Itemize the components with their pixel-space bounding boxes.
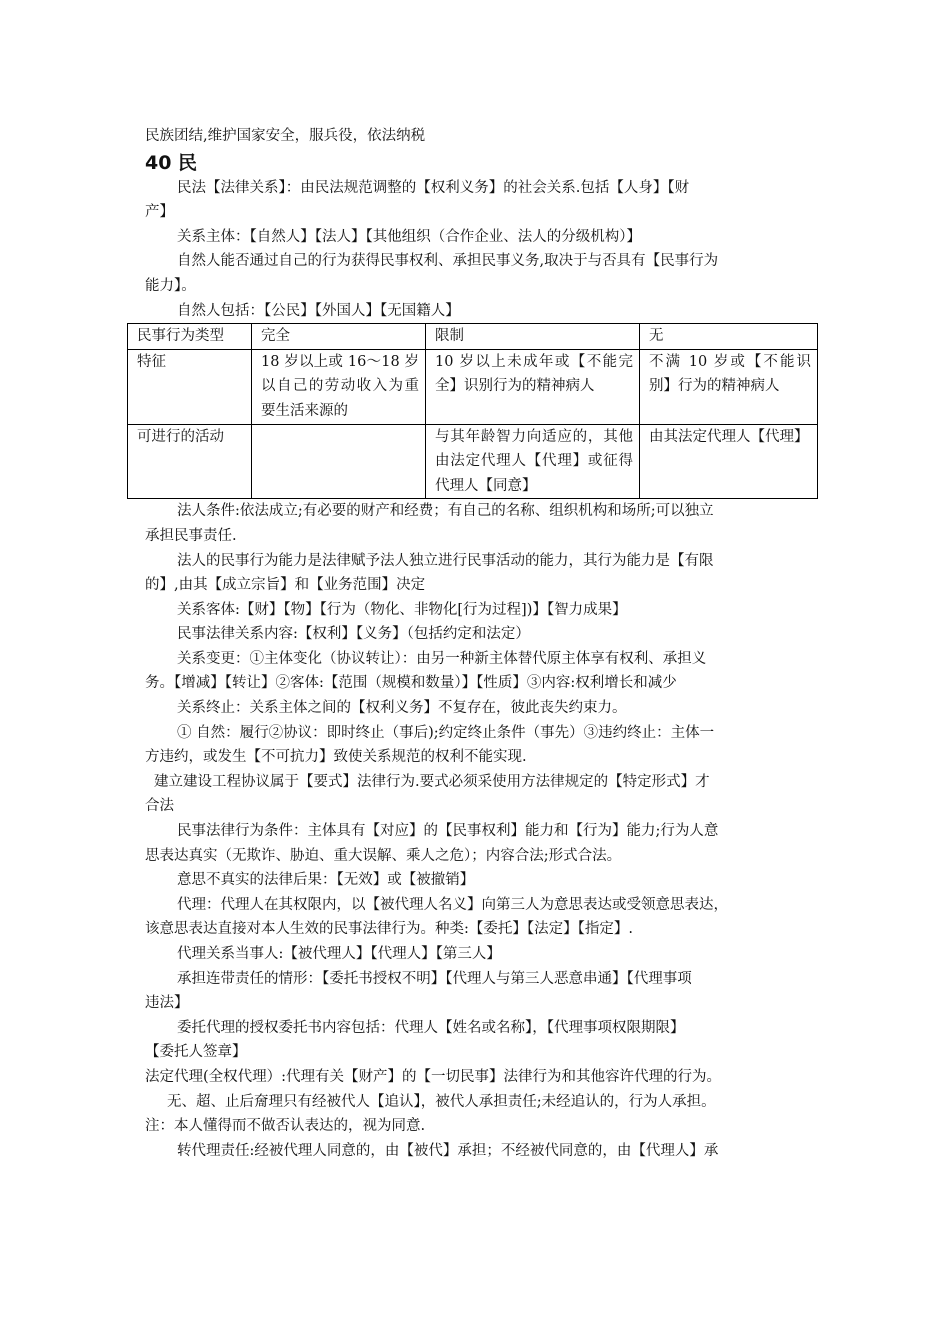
paragraph-line: 关系终止：关系主体之间的【权利义务】不复存在，彼此丧失约束力。 — [177, 700, 627, 717]
paragraph-line: 方违约，或发生【不可抗力】致使关系规范的权利不能实现. — [145, 749, 527, 766]
paragraph-line: 违法】 — [145, 995, 189, 1012]
paragraph-line: 承担连带责任的情形：【委托书授权不明】【代理人与第三人恶意串通】【代理事项 — [177, 970, 692, 987]
table-cell: 可进行的活动 — [128, 424, 252, 499]
table-cell: 特征 — [128, 349, 252, 424]
paragraph-line: 能力】。 — [145, 277, 196, 294]
paragraph-line: 关系变更：①主体变化（协议转让）：由另一种新主体替代原主体享有权利、承担义 — [177, 650, 707, 667]
paragraph-line: 注：本人懂得而不做否认表达的，视为同意. — [145, 1118, 426, 1135]
table-header-row — [128, 324, 818, 350]
table-cell: 不满 10 岁或【不能识别】行为的精神病人 — [640, 349, 818, 424]
paragraph-line: 民法【法律关系】：由民法规范调整的【权利义务】的社会关系.包括【人身】【财 — [177, 179, 690, 196]
paragraph-line: 合法 — [145, 798, 174, 815]
table-cell: 由其法定代理人【代理】 — [640, 424, 818, 499]
paragraph-line: 委托代理的授权委托书内容包括：代理人【姓名或名称】，【代理事项权限期限】 — [177, 1019, 685, 1036]
paragraph-line: 无、超、止后奝理只有经被代人【追认】，被代人承担责任;未经追认的，行为人承担。 — [167, 1093, 716, 1110]
paragraph-line: 承担民事责任. — [145, 527, 237, 544]
paragraph-line: 转代理责任:经被代理人同意的，由【被代】承担；不经被代同意的，由【代理人】承 — [177, 1142, 719, 1159]
paragraph-line: 意思不真实的法律后果：【无效】或【被撤销】 — [177, 872, 475, 889]
paragraph-line: 自然人包括：【公民】【外国人】【无国籍人】 — [177, 302, 460, 319]
document-page — [137, 124, 815, 1163]
table-cell — [252, 424, 426, 499]
paragraph-line: 民事法律行为条件：主体具有【对应】的【民事权利】能力和【行为】能力;行为人意 — [177, 823, 719, 840]
paragraph-line: 法人条件:依法成立;有必要的财产和经费；有自己的名称、组织机构和场所;可以独立 — [177, 503, 714, 520]
paragraph-line: 建立建设工程协议属于【要式】法律行为.要式必须采使用方法律规定的【特定形式】才 — [154, 773, 710, 790]
table-row — [128, 349, 818, 424]
paragraph-line: 关系客体:【财】【物】【行为（物化、非物化[行为过程])】【智力成果】 — [177, 601, 627, 618]
paragraph-line: 产】 — [145, 204, 174, 221]
top-line: 民族团结,维护国家安全，服兵役，依法纳税 — [145, 128, 426, 144]
table-header-cell: 无 — [640, 324, 818, 350]
paragraph-line: ① 自然：履行②协议：即时终止（事后);约定终止条件（事先）③违约终止：主体一 — [177, 724, 715, 741]
table-cell: 与其年龄智力向适应的，其他由法定代理人【代理】或征得代理人【同意】 — [426, 424, 640, 499]
paragraph-line: 思表达真实（无欺诈、胁迫、重大误解、乘人之危）；内容合法;形式合法。 — [145, 847, 622, 864]
table-cell: 10 岁以上未成年或【不能完全】识别行为的精神病人 — [426, 349, 640, 424]
paragraph-line: 该意思表达直接对本人生效的民事法律行为。种类:【委托】【法定】【指定】. — [145, 921, 633, 938]
capacity-table — [127, 323, 818, 499]
paragraph-line: 法人的民事行为能力是法律赋予法人独立进行民事活动的能力，其行为能力是【有限 — [177, 552, 714, 569]
paragraph-line: 代理关系当事人:【被代理人】【代理人】【第三人】 — [177, 946, 501, 962]
paragraph-line: 【委托人签章】 — [145, 1044, 247, 1061]
paragraph-line: 的】,由其【成立宗旨】和【业务范围】决定 — [145, 577, 426, 594]
table-header-cell: 完全 — [252, 324, 426, 350]
paragraph-line: 代理：代理人在其权限内，以【被代理人名义】向第三人为意思表达或受领意思表达， — [177, 896, 728, 913]
paragraph-line: 民事法律关系内容:【权利】【义务】（包括约定和法定） — [177, 626, 530, 643]
paragraph-line: 务。【增减】【转让】②客体:【范围（规模和数量）】【性质】③内容:权利增长和减少 — [145, 675, 677, 692]
paragraph-line: 关系主体：【自然人】【法人】【其他组织（合作企业、法人的分级机构）】 — [177, 228, 641, 245]
paragraph-line: 自然人能否通过自己的行为获得民事权利、承担民事义务,取决于与否具有【民事行为 — [177, 253, 719, 270]
table-header-cell: 民事行为类型 — [128, 324, 252, 350]
table-row — [128, 424, 818, 499]
paragraph-line: 法定代理(全权代理）:代理有关【财产】的【一切民事】法律行为和其他容许代理的行为。 — [145, 1068, 722, 1085]
section-heading: 40 民 — [145, 151, 198, 174]
table-cell: 18 岁以上或 16～18 岁以自己的劳动收入为重要生活来源的 — [252, 349, 426, 424]
table-header-cell: 限制 — [426, 324, 640, 350]
